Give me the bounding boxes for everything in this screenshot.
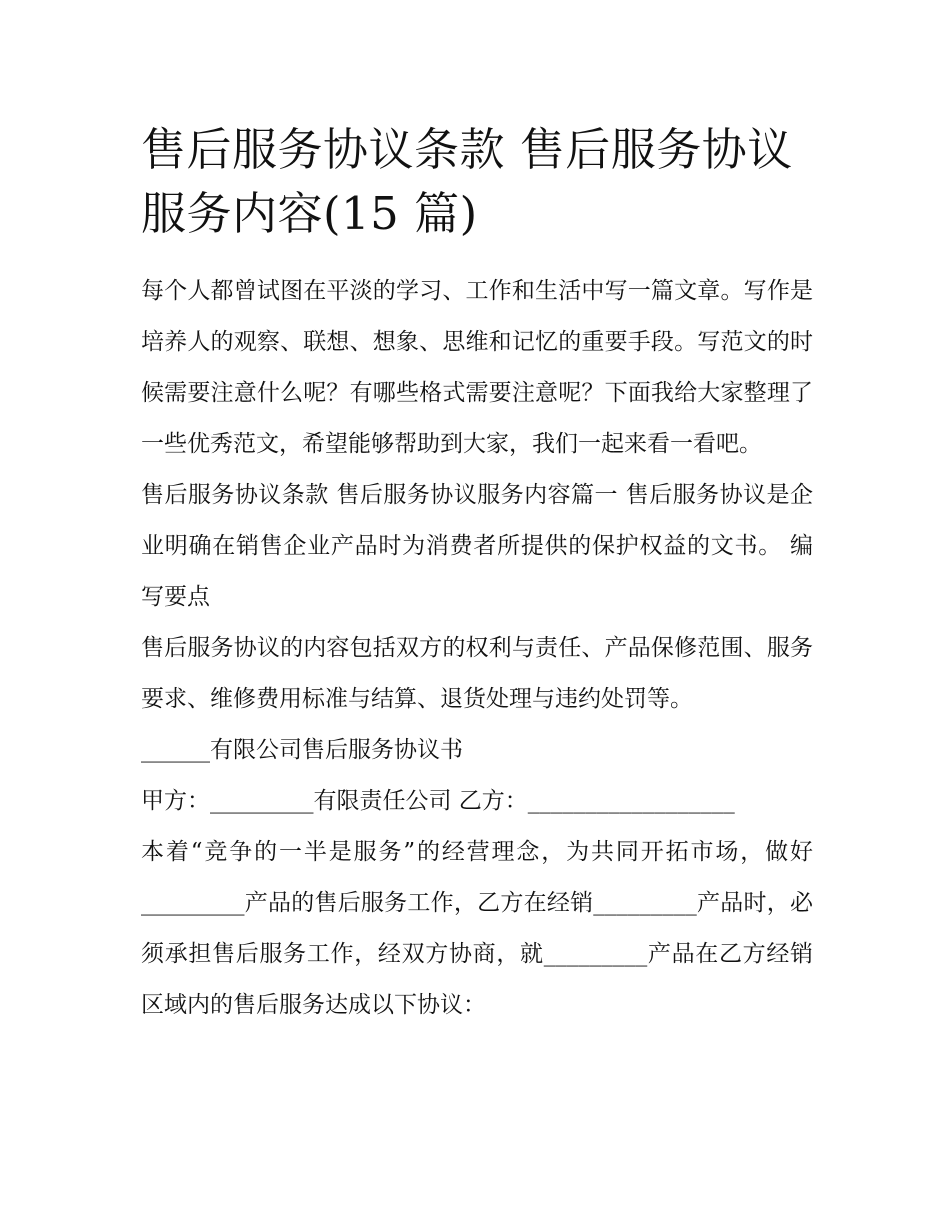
document-body <box>141 118 813 1031</box>
parties-line: 甲方：_________有限责任公司 乙方：__________________ <box>141 788 735 814</box>
company-agreement-heading: ______有限公司售后服务协议书 <box>141 737 463 763</box>
agreement-preamble: 本着“竞争的一半是服务”的经营理念，为共同开拓市场，做好_________产品的售后服务工作，乙方在经销_________产品时，必须承担售后服务工作，经双方协商，就_________产品在乙方经销区域内的售后服务达成以下协议： <box>141 839 813 1018</box>
section-one-paragraph: 售后服务协议条款 售后服务协议服务内容篇一 售后服务协议是企业明确在销售企业产品时为消费者所提供的保护权益的文书。 编写要点 <box>141 482 813 610</box>
document-title: 售后服务协议条款 售后服务协议服务内容(15 篇) <box>141 123 793 240</box>
intro-paragraph: 每个人都曾试图在平淡的学习、工作和生活中写一篇文章。写作是培养人的观察、联想、想象、思维和记忆的重要手段。写范文的时候需要注意什么呢？有哪些格式需要注意呢？下面我给大家整理了一些优秀范文，希望能够帮助到大家，我们一起来看一看吧。 <box>141 278 813 457</box>
contents-paragraph: 售后服务协议的内容包括双方的权利与责任、产品保修范围、服务要求、维修费用标准与结算、退货处理与违约处罚等。 <box>141 635 813 712</box>
